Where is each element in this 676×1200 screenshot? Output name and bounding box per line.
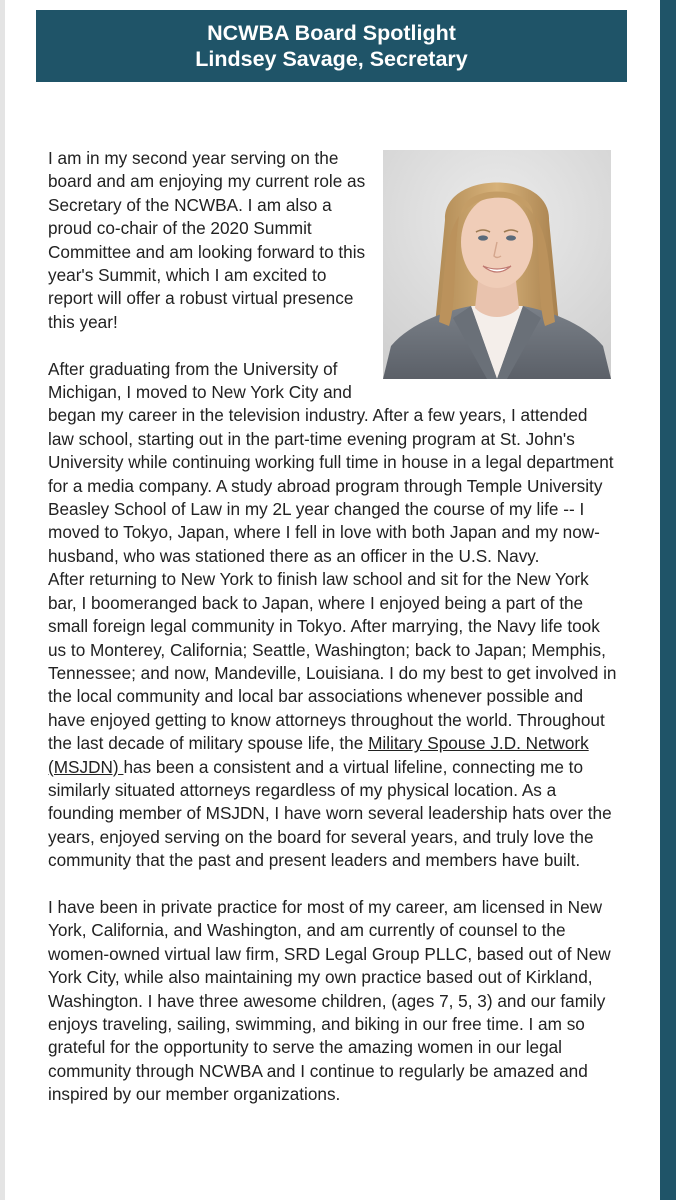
header-subtitle: Lindsey Savage, Secretary — [195, 47, 468, 71]
msjdn-link[interactable]: Military Spouse J.D. Network (MSJDN) — [48, 733, 589, 777]
paragraph-career-text-2: has been a consistent and a virtual lifeline, connecting me to similarly situated attorneys regardless of my physical location. As a founding member of MSJDN, I have worn several leadership hats over the years, enjoyed serving on the board for several years, and truly love the community that the past and present leaders and members have built. — [48, 756, 612, 871]
page-right-accent-bar — [660, 0, 676, 1200]
paragraph-intro: I am in my second year serving on the board and am enjoying my current role as Secretary of the NCWBA. I am also a proud co-chair of the 2020 Summit Committee and am looking forward to this year's Summit, which I am excited to report will offer a robust virtual presence this year! — [48, 148, 366, 332]
page-left-border — [0, 0, 5, 1200]
portrait-photo — [383, 150, 611, 379]
header-title: NCWBA Board Spotlight — [207, 21, 456, 45]
spotlight-header — [36, 10, 627, 82]
paragraph-practice: I have been in private practice for most of my career, am licensed in New York, California, and Washington, and am currently of counsel to the women-owned virtual law firm, SRD Legal Group PLLC, based out of New York City, while also maintaining my own practice based out of Kirkland, Washington. I have three awesome children, (ages 7, 5, 3) and our family enjoys traveling, sailing, swimming, and biking in our free time. I am so grateful for the opportunity to serve the amazing women in our legal community through NCWBA and I continue to regularly be amazed and inspired by our member organizations. — [48, 896, 611, 1105]
paragraph-career — [48, 568, 618, 872]
portrait-illustration — [383, 150, 611, 379]
article-body — [48, 147, 618, 1130]
paragraph-background: After graduating from the University of Michigan, I moved to New York City and began my career in the television industry. After a few years, I attended law school, starting out in the part-time evening program at St. John's University while continuing working full time in house in a legal department for a media company. A study abroad program through Temple University Beasley School of Law in my 2L year changed the course of my life -- I moved to Tokyo, Japan, where I fell in love with both Japan and my now-husband, who was stationed there as an officer in the U.S. Navy. — [48, 358, 614, 566]
paragraph-career-text-1: After returning to New York to finish law school and sit for the New York bar, I boomeranged back to Japan, where I enjoyed being a part of the small foreign legal community in Tokyo. After marrying, the Navy life took us to Monterey, California; Seattle, Washington; back to Japan; Memphis, Tennessee; and now, Mandeville, Louisiana. I do my best to get involved in the local community and local bar associations whenever possible and have enjoyed getting to know attorneys throughout the world. Throughout the last decade of military spouse life, the — [48, 569, 617, 754]
